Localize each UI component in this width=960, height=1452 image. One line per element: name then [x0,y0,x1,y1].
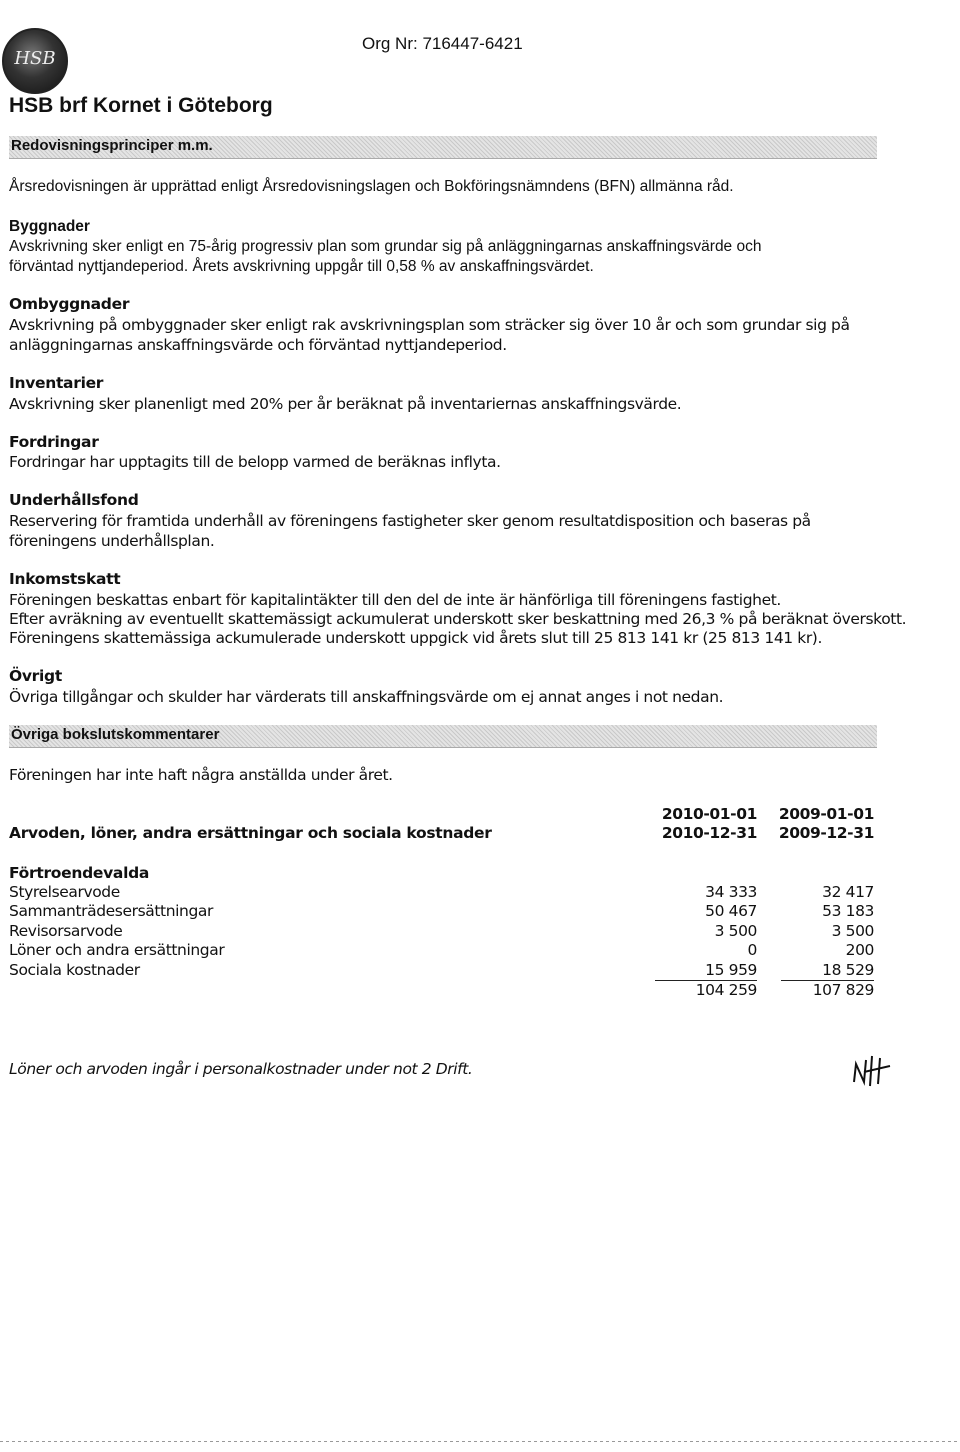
table-row-value-2009: 53 183 [822,902,874,920]
table-total-2009: 107 829 [812,981,874,999]
col2-from: 2009-01-01 [778,805,874,823]
section-text-inkomstskatt-2: Efter avräkning av eventuellt skattemässigt ackumulerat underskott sker beskattning med 26,3 % på beräknat överskott. [9,610,907,628]
section-title-byggnader: Byggnader [9,218,90,235]
table-row-value-2010: 50 467 [705,902,757,920]
table-row-value-2009: 32 417 [822,883,874,901]
principles-heading-band [9,136,877,159]
table-row-label: Löner och andra ersättningar [9,941,225,959]
table-row-value-2010: 0 [747,941,757,959]
org-number: Org Nr: 716447-6421 [362,34,523,53]
section-text-ombyggnader-2: anläggningarnas anskaffningsvärde och förväntad nyttjandeperiod. [9,336,507,354]
table-row-value-2010: 15 959 [705,961,757,979]
section-text-byggnader-2: förväntad nyttjandeperiod. Årets avskrivning uppgår till 0,58 % av anskaffningsvärdet. [9,258,594,275]
section-text-underhallsfond-1: Reservering för framtida underhåll av föreningens fastigheter sker genom resultatdisposition och baseras på [9,512,811,530]
table-row-label: Revisorsarvode [9,922,123,940]
table-row-value-2010: 34 333 [705,883,757,901]
section-text-underhallsfond-2: föreningens underhållsplan. [9,532,215,550]
comments-heading-band [9,725,877,748]
table-row-label: Sammanträdesersättningar [9,902,213,920]
principles-heading: Redovisningsprinciper m.m. [11,137,213,154]
section-title-inventarier: Inventarier [9,374,104,392]
staff-note: Föreningen har inte haft några anställda under året. [9,766,393,784]
table-title: Arvoden, löner, andra ersättningar och sociala kostnader [9,824,492,842]
table-row-value-2009: 3 500 [831,922,874,940]
section-text-inkomstskatt-1: Föreningen beskattas enbart för kapitalintäkter till den del de inte är hänförliga till föreningens fastighet. [9,591,781,609]
section-text-inkomstskatt-3: Föreningens skattemässiga ackumulerade underskott uppgick vid årets slut till 25 813 141 kr (25 813 141 kr). [9,629,822,647]
footnote: Löner och arvoden ingår i personalkostnader under not 2 Drift. [9,1060,473,1078]
principles-intro: Årsredovisningen är upprättad enligt Årsredovisningslagen och Bokföringsnämndens (BFN) allmänna råd. [9,178,734,195]
table-row-value-2009: 18 529 [822,961,874,979]
table-total-2010: 104 259 [695,981,757,999]
bottom-divider [0,1441,960,1442]
section-text-ombyggnader-1: Avskrivning på ombyggnader sker enligt rak avskrivningsplan som sträcker sig över 10 år och som grundar sig på [9,316,850,334]
section-text-inventarier: Avskrivning sker planenligt med 20% per år beräknat på inventariernas anskaffningsvärde. [9,395,682,413]
section-title-ombyggnader: Ombyggnader [9,295,130,313]
table-row-label: Sociala kostnader [9,961,140,979]
section-title-ovrigt: Övrigt [9,667,62,685]
col1-from: 2010-01-01 [661,805,757,823]
section-title-underhallsfond: Underhållsfond [9,491,139,509]
section-title-inkomstskatt: Inkomstskatt [9,570,121,588]
signature-initials-icon [850,1052,896,1088]
col2-to: 2009-12-31 [778,824,874,842]
table-row-value-2010: 3 500 [714,922,757,940]
table-group-title: Förtroendevalda [9,864,150,882]
table-row-value-2009: 200 [845,941,874,959]
col1-to: 2010-12-31 [661,824,757,842]
table-row-label: Styrelsearvode [9,883,120,901]
logo-text: HSB [14,48,56,69]
section-title-fordringar: Fordringar [9,433,99,451]
org-name: HSB brf Kornet i Göteborg [9,94,273,117]
section-text-byggnader-1: Avskrivning sker enligt en 75-årig progressiv plan som grundar sig på anläggningarnas anskaffningsvärde och [9,238,762,255]
section-text-ovrigt: Övriga tillgångar och skulder har värderats till anskaffningsvärde om ej annat anges i not nedan. [9,688,724,706]
hsb-logo [2,28,68,94]
comments-heading: Övriga bokslutskommentarer [11,726,220,743]
section-text-fordringar: Fordringar har upptagits till de belopp varmed de beräknas inflyta. [9,453,501,471]
